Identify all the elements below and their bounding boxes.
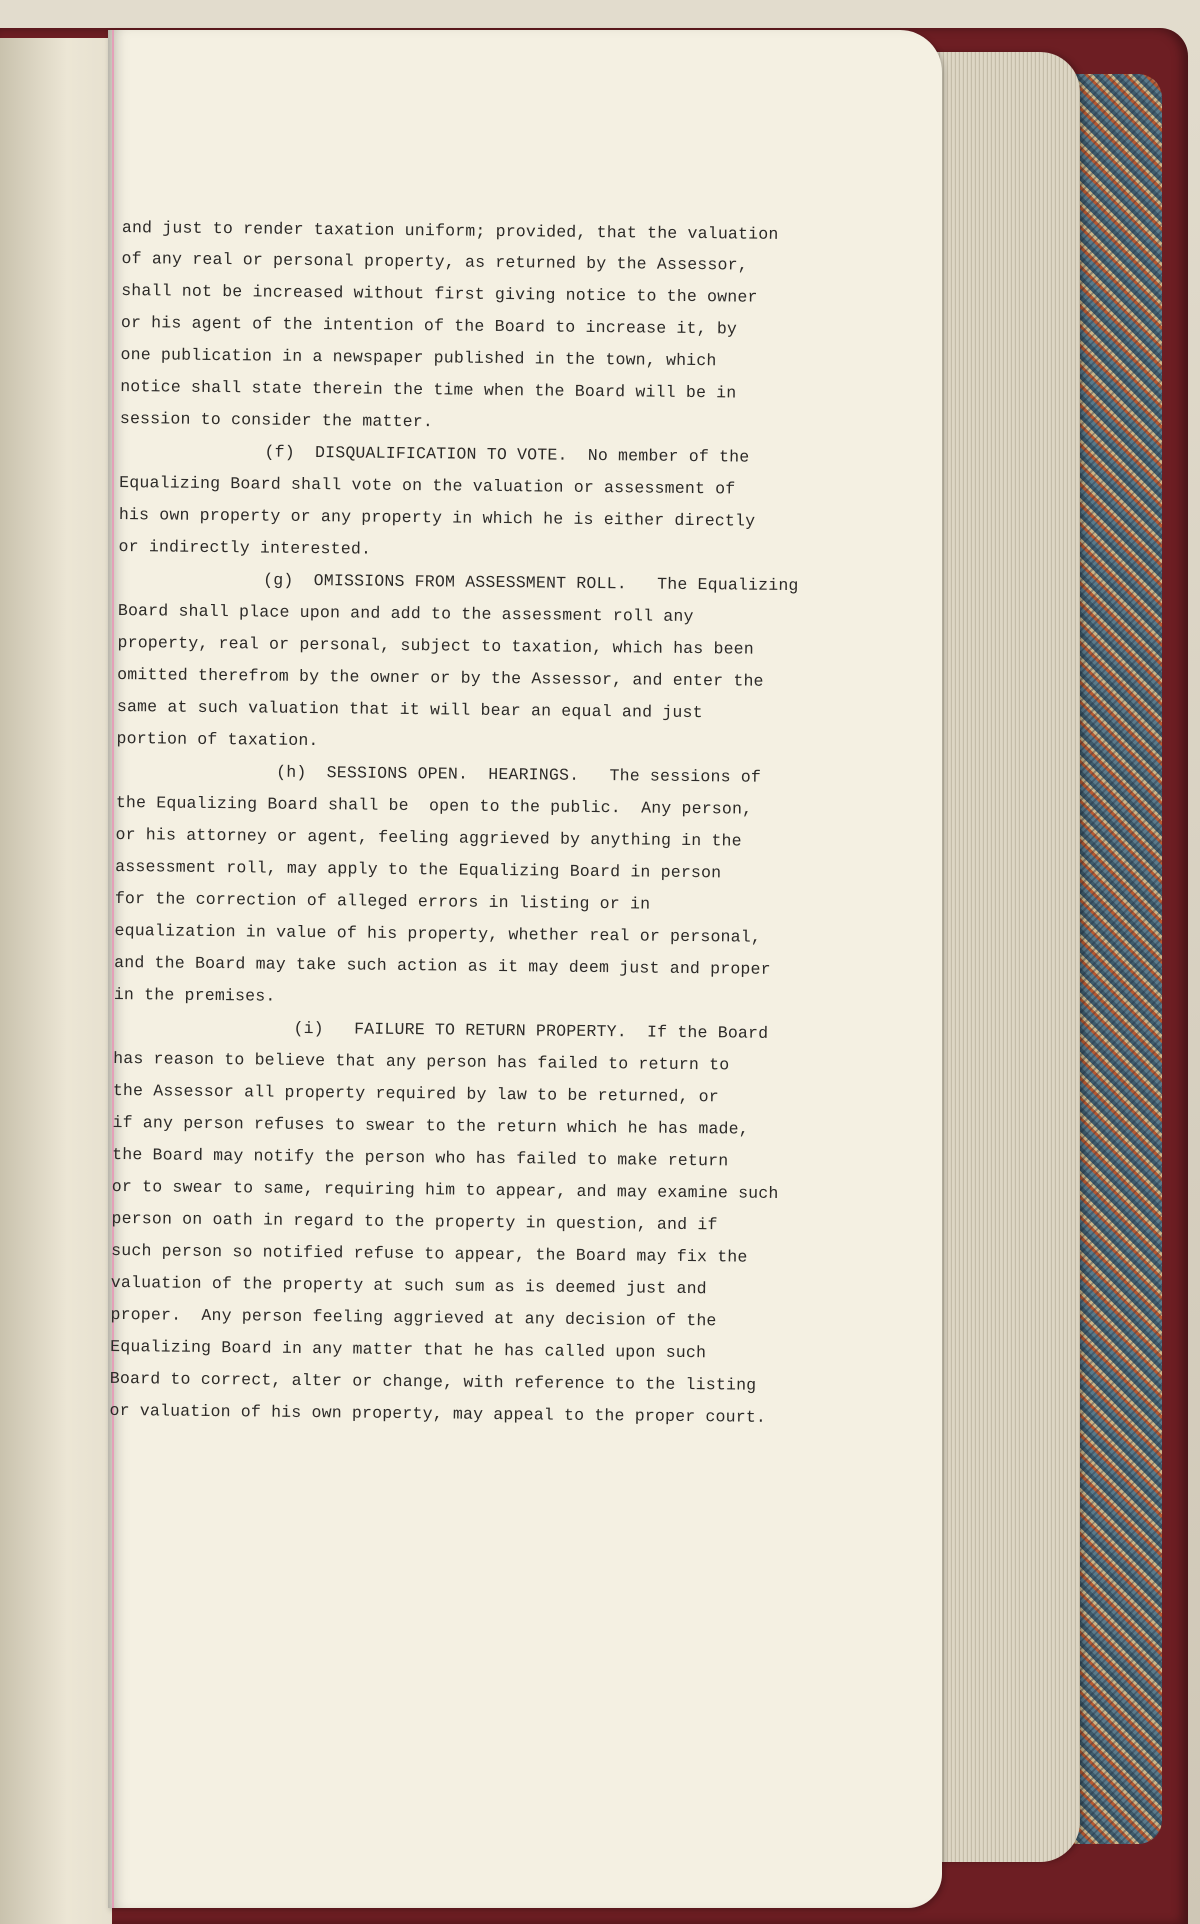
section-heading-h: (h) SESSIONS OPEN. HEARINGS. The sessions of xyxy=(276,762,762,787)
section-heading-g: (g) OMISSIONS FROM ASSESSMENT ROLL. The Equalizing xyxy=(263,570,799,596)
text-line: Board shall place upon and add to the assessment roll any xyxy=(117,600,694,627)
facing-page-edge xyxy=(0,38,112,1924)
text-line: property, real or personal, subject to taxation, which has been xyxy=(117,632,755,659)
text-line: one publication in a newspaper published in the town, which xyxy=(120,344,717,371)
marbled-edge xyxy=(1066,74,1162,1844)
text-line: or his agent of the intention of the Board to increase it, by xyxy=(120,312,738,339)
text-line: Equalizing Board in any matter that he has called upon such xyxy=(110,1336,707,1363)
text-line: and the Board may take such action as it may deem just and proper xyxy=(114,952,771,979)
text-line: or to swear to same, requiring him to appear, and may examine such xyxy=(111,1176,779,1203)
text-line: or indirectly interested. xyxy=(118,536,372,559)
text-line: for the correction of alleged errors in listing or in xyxy=(114,888,651,914)
text-line: session to consider the matter. xyxy=(119,408,434,432)
text-line: Equalizing Board shall vote on the valuation or assessment of xyxy=(119,472,736,499)
text-line: if any person refuses to swear to the return which he has made, xyxy=(112,1112,749,1139)
text-line: such person so notified refuse to appear, the Board may fix the xyxy=(111,1240,748,1267)
text-line: Board to correct, alter or change, with reference to the listing xyxy=(109,1368,757,1395)
text-line: and just to render taxation uniform; provided, that the valuation xyxy=(121,218,779,244)
text-line: proper. Any person feeling aggrieved at any decision of the xyxy=(110,1304,717,1331)
text-line: of any real or personal property, as returned by the Assessor, xyxy=(121,248,748,275)
text-line: person on oath in regard to the property in question, and if xyxy=(111,1208,718,1235)
page-fore-edge xyxy=(930,52,1080,1862)
text-line: notice shall state therein the time when the Board will be in xyxy=(120,376,737,403)
text-line: same at such valuation that it will bear an equal and just xyxy=(116,696,703,723)
text-line: omitted therefrom by the owner or by the Assessor, and enter the xyxy=(117,664,764,691)
section-heading-f: (f) DISQUALIFICATION TO VOTE. No member of the xyxy=(264,442,750,467)
text-line: valuation of the property at such sum as is deemed just and xyxy=(110,1272,707,1299)
text-line: in the premises. xyxy=(113,984,276,1006)
text-line: equalization in value of his property, whether real or personal, xyxy=(114,920,762,947)
text-line: the Equalizing Board shall be open to the public. Any person, xyxy=(115,792,753,819)
text-line: or valuation of his own property, may appeal to the proper court. xyxy=(109,1400,767,1427)
section-heading-i: (i) FAILURE TO RETURN PROPERTY. If the Board xyxy=(293,1018,769,1043)
text-line: shall not be increased without first giving notice to the owner xyxy=(121,280,758,307)
text-line: his own property or any property in which he is either directly xyxy=(118,504,756,531)
text-line: the Assessor all property required by law to be returned, or xyxy=(112,1080,720,1107)
text-line: the Board may notify the person who has failed to make return xyxy=(112,1144,729,1171)
text-line: has reason to believe that any person has failed to return to xyxy=(113,1048,730,1075)
text-line: assessment roll, may apply to the Equalizing Board in person xyxy=(115,856,722,883)
text-line: or his attorney or agent, feeling aggrieved by anything in the xyxy=(115,824,742,851)
text-line: portion of taxation. xyxy=(116,728,319,751)
